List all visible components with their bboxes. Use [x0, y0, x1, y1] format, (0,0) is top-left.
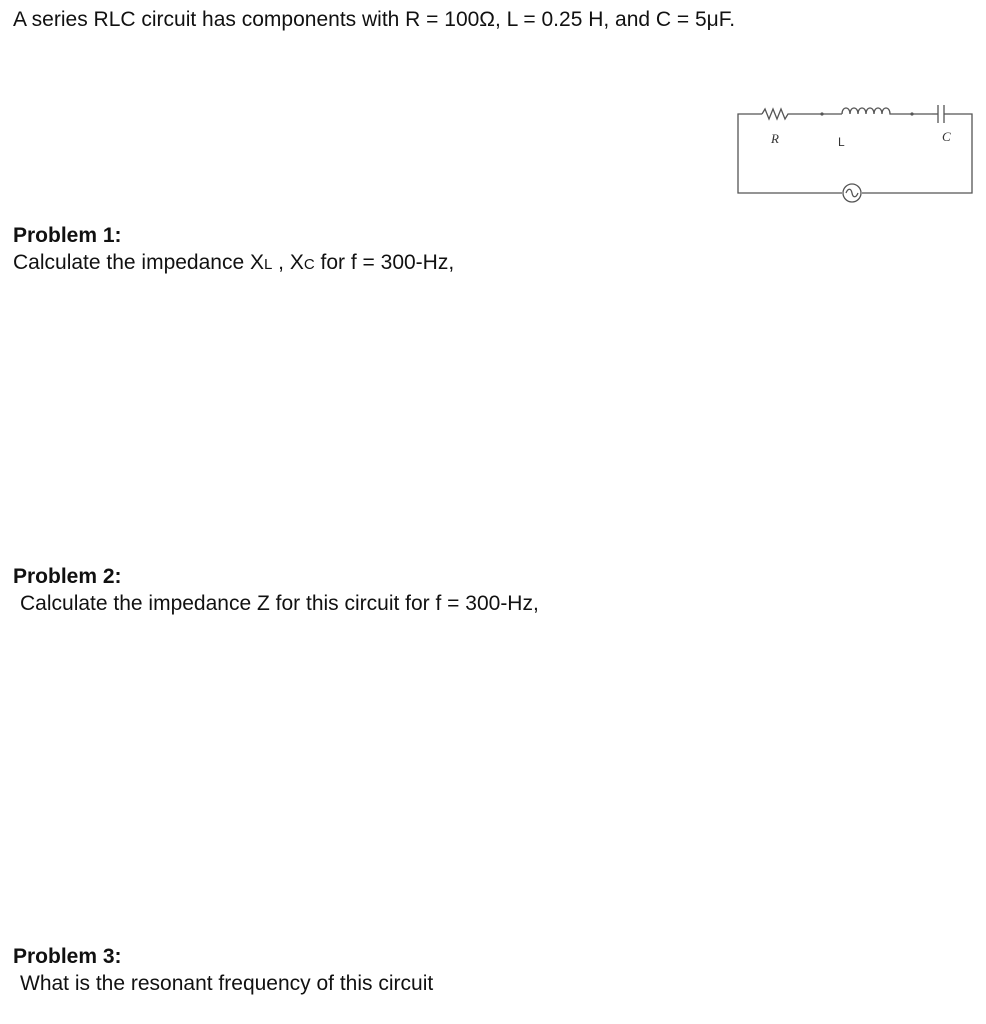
problem-3-title: Problem 3: — [13, 945, 122, 968]
problem-2-title: Problem 2: — [13, 565, 122, 588]
label-r: R — [771, 131, 779, 146]
junction-dot — [820, 112, 823, 115]
subscript-c: C — [303, 256, 315, 273]
subscript-l: L — [264, 256, 273, 273]
label-c: C — [942, 129, 951, 144]
problem-statement: A series RLC circuit has components with R = 100Ω, L = 0.25 H, and C = 5μF. — [13, 8, 736, 31]
capacitor-symbol — [932, 105, 950, 123]
problem-1-text-mid: , X — [272, 251, 304, 274]
label-l: L — [838, 135, 845, 149]
wire-left — [738, 114, 842, 193]
wire-right — [862, 114, 972, 193]
junction-dot — [910, 112, 913, 115]
inductor-symbol — [842, 108, 894, 114]
resistor-symbol — [762, 109, 790, 119]
problem-2-text: Calculate the impedance Z for this circuit for f = 300-Hz, — [20, 592, 539, 615]
problem-1-text-after: for f = 300-Hz, — [314, 251, 455, 274]
problem-3-text: What is the resonant frequency of this circuit — [20, 972, 434, 995]
rlc-circuit-diagram — [734, 88, 978, 218]
problem-1-text — [13, 251, 454, 275]
problem-1-title: Problem 1: — [13, 224, 122, 247]
ac-source-symbol — [843, 184, 861, 202]
problem-1-text-before: Calculate the impedance X — [13, 251, 264, 274]
